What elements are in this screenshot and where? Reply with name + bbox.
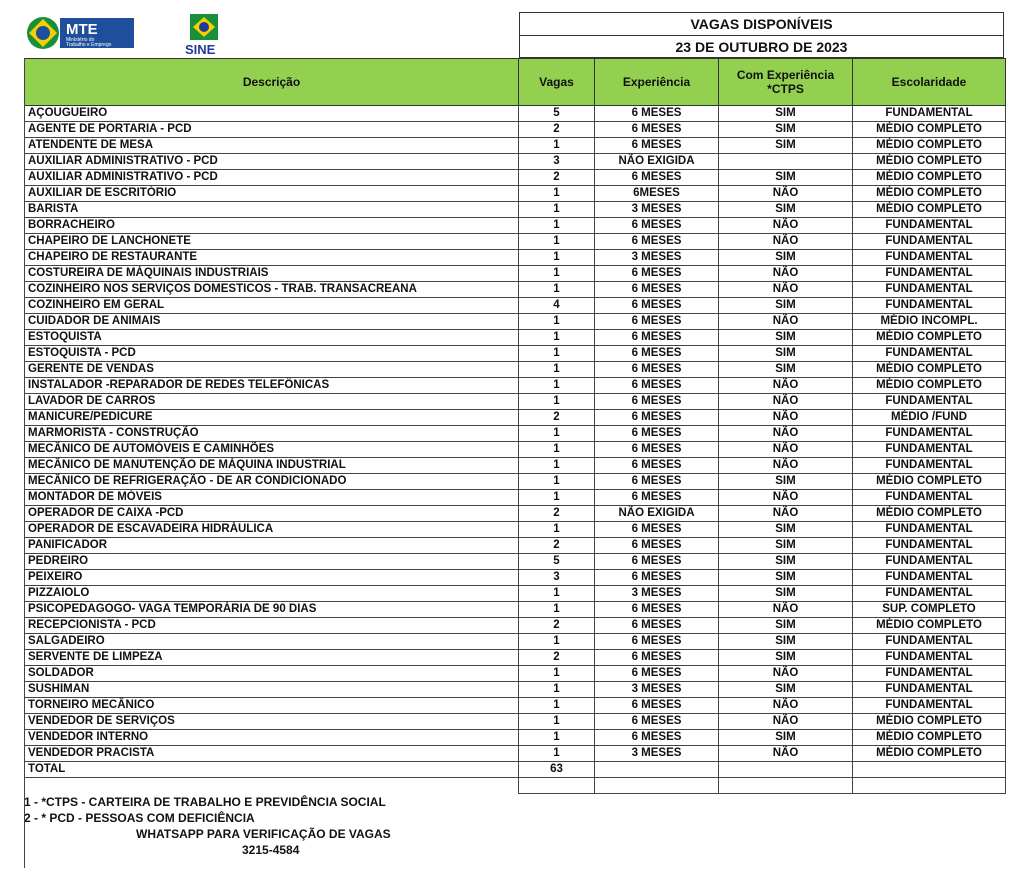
- cell-descricao: PIZZAIOLO: [25, 586, 519, 602]
- cell-descricao: COZINHEIRO NOS SERVIÇOS DOMESTICOS - TRAB. TRANSACREANA: [25, 282, 519, 298]
- vacancies-table: [24, 58, 1006, 794]
- cell-experiencia: 6 MESES: [595, 474, 719, 490]
- table-header-row: [25, 59, 1006, 106]
- cell-vagas: 3: [519, 154, 595, 170]
- cell-ctps: SIM: [719, 106, 853, 122]
- cell-experiencia: 6 MESES: [595, 282, 719, 298]
- cell-ctps: SIM: [719, 570, 853, 586]
- cell-descricao: VENDEDOR DE SERVIÇOS: [25, 714, 519, 730]
- cell-experiencia: NÃO EXIGIDA: [595, 154, 719, 170]
- cell-descricao: GERENTE DE VENDAS: [25, 362, 519, 378]
- cell-vagas: 1: [519, 634, 595, 650]
- cell-ctps: NÃO: [719, 506, 853, 522]
- cell-escolaridade: MÉDIO COMPLETO: [853, 362, 1006, 378]
- page-date: 23 DE OUTUBRO DE 2023: [675, 39, 848, 55]
- cell-experiencia: 6 MESES: [595, 138, 719, 154]
- cell-descricao: PEIXEIRO: [25, 570, 519, 586]
- cell-vagas: 5: [519, 106, 595, 122]
- cell-escolaridade: FUNDAMENTAL: [853, 234, 1006, 250]
- cell-experiencia: 6 MESES: [595, 106, 719, 122]
- blank-cell: [25, 778, 519, 794]
- cell-escolaridade: FUNDAMENTAL: [853, 250, 1006, 266]
- table-row: [25, 682, 1006, 698]
- table-row: [25, 714, 1006, 730]
- cell-descricao: LAVADOR DE CARROS: [25, 394, 519, 410]
- table-row: [25, 410, 1006, 426]
- blank-cell: [519, 778, 595, 794]
- total-empty: [853, 762, 1006, 778]
- cell-escolaridade: FUNDAMENTAL: [853, 554, 1006, 570]
- cell-descricao: COZINHEIRO EM GERAL: [25, 298, 519, 314]
- column-header-vagas: Vagas: [519, 59, 595, 106]
- table-row: [25, 746, 1006, 762]
- cell-experiencia: 6 MESES: [595, 378, 719, 394]
- table-row: [25, 650, 1006, 666]
- table-row: [25, 538, 1006, 554]
- cell-descricao: MECÂNICO DE AUTOMÓVEIS E CAMINHÕES: [25, 442, 519, 458]
- cell-experiencia: 6 MESES: [595, 346, 719, 362]
- cell-escolaridade: MÉDIO COMPLETO: [853, 746, 1006, 762]
- cell-ctps: NÃO: [719, 234, 853, 250]
- cell-experiencia: 6 MESES: [595, 314, 719, 330]
- cell-ctps: SIM: [719, 522, 853, 538]
- cell-ctps: SIM: [719, 618, 853, 634]
- cell-ctps: SIM: [719, 298, 853, 314]
- cell-vagas: 2: [519, 650, 595, 666]
- cell-ctps: SIM: [719, 202, 853, 218]
- cell-experiencia: 6 MESES: [595, 218, 719, 234]
- cell-escolaridade: FUNDAMENTAL: [853, 634, 1006, 650]
- page-title: VAGAS DISPONÍVEIS: [520, 13, 1003, 36]
- cell-experiencia: 6 MESES: [595, 298, 719, 314]
- table-row: [25, 458, 1006, 474]
- cell-experiencia: 6 MESES: [595, 554, 719, 570]
- cell-vagas: 1: [519, 394, 595, 410]
- table-row: [25, 298, 1006, 314]
- cell-escolaridade: MÉDIO /FUND: [853, 410, 1006, 426]
- cell-escolaridade: FUNDAMENTAL: [853, 522, 1006, 538]
- cell-ctps: NÃO: [719, 186, 853, 202]
- table-row: [25, 586, 1006, 602]
- table-row: [25, 106, 1006, 122]
- cell-descricao: INSTALADOR -REPARADOR DE REDES TELEFÔNICAS: [25, 378, 519, 394]
- cell-experiencia: 3 MESES: [595, 746, 719, 762]
- cell-experiencia: 3 MESES: [595, 202, 719, 218]
- cell-descricao: VENDEDOR PRACISTA: [25, 746, 519, 762]
- cell-vagas: 1: [519, 474, 595, 490]
- cell-vagas: 1: [519, 346, 595, 362]
- cell-escolaridade: MÉDIO COMPLETO: [853, 138, 1006, 154]
- cell-vagas: 2: [519, 506, 595, 522]
- cell-experiencia: 6 MESES: [595, 426, 719, 442]
- cell-descricao: AUXILIAR ADMINISTRATIVO - PCD: [25, 154, 519, 170]
- note-ctps: 1 - *CTPS - CARTEIRA DE TRABALHO E PREVIDÊNCIA SOCIAL: [24, 795, 386, 809]
- cell-escolaridade: FUNDAMENTAL: [853, 346, 1006, 362]
- cell-experiencia: 6 MESES: [595, 442, 719, 458]
- cell-vagas: 1: [519, 378, 595, 394]
- table-row: [25, 666, 1006, 682]
- cell-escolaridade: MÉDIO COMPLETO: [853, 618, 1006, 634]
- cell-ctps: SIM: [719, 554, 853, 570]
- cell-escolaridade: FUNDAMENTAL: [853, 298, 1006, 314]
- table-row: [25, 362, 1006, 378]
- cell-ctps: NÃO: [719, 410, 853, 426]
- cell-vagas: 1: [519, 234, 595, 250]
- cell-ctps: NÃO: [719, 602, 853, 618]
- cell-descricao: BORRACHEIRO: [25, 218, 519, 234]
- cell-experiencia: 6 MESES: [595, 714, 719, 730]
- cell-ctps: NÃO: [719, 698, 853, 714]
- table-row: [25, 314, 1006, 330]
- cell-experiencia: 6 MESES: [595, 618, 719, 634]
- cell-vagas: 1: [519, 522, 595, 538]
- column-header-ctps: Com Experiência *CTPS: [719, 59, 853, 106]
- cell-vagas: 1: [519, 602, 595, 618]
- cell-descricao: AUXILIAR DE ESCRITÓRIO: [25, 186, 519, 202]
- document-sheet: [24, 12, 1005, 857]
- cell-experiencia: 6 MESES: [595, 394, 719, 410]
- cell-experiencia: 3 MESES: [595, 682, 719, 698]
- cell-experiencia: NÃO EXIGIDA: [595, 506, 719, 522]
- cell-ctps: SIM: [719, 250, 853, 266]
- cell-escolaridade: FUNDAMENTAL: [853, 490, 1006, 506]
- cell-experiencia: 6 MESES: [595, 634, 719, 650]
- table-row: [25, 138, 1006, 154]
- table-row: [25, 170, 1006, 186]
- blank-row: [25, 778, 1006, 794]
- header: [24, 12, 1005, 58]
- cell-vagas: 2: [519, 170, 595, 186]
- cell-ctps: NÃO: [719, 714, 853, 730]
- cell-vagas: 1: [519, 218, 595, 234]
- cell-experiencia: 6 MESES: [595, 234, 719, 250]
- cell-ctps: NÃO: [719, 458, 853, 474]
- table-row: [25, 250, 1006, 266]
- cell-descricao: SALGADEIRO: [25, 634, 519, 650]
- table-row: [25, 122, 1006, 138]
- note-phone: 3215-4584: [242, 843, 300, 857]
- cell-ctps: SIM: [719, 122, 853, 138]
- cell-escolaridade: FUNDAMENTAL: [853, 650, 1006, 666]
- total-row: [25, 762, 1006, 778]
- table-row: [25, 570, 1006, 586]
- blank-cell: [719, 778, 853, 794]
- cell-escolaridade: MÉDIO COMPLETO: [853, 122, 1006, 138]
- cell-ctps: NÃO: [719, 442, 853, 458]
- logo-area: [24, 12, 518, 58]
- table-row: [25, 346, 1006, 362]
- cell-experiencia: 3 MESES: [595, 586, 719, 602]
- cell-ctps: NÃO: [719, 490, 853, 506]
- cell-ctps: NÃO: [719, 426, 853, 442]
- cell-ctps: SIM: [719, 650, 853, 666]
- cell-ctps: NÃO: [719, 266, 853, 282]
- cell-vagas: 1: [519, 362, 595, 378]
- cell-vagas: 1: [519, 490, 595, 506]
- cell-escolaridade: FUNDAMENTAL: [853, 586, 1006, 602]
- table-row: [25, 730, 1006, 746]
- cell-ctps: SIM: [719, 586, 853, 602]
- cell-descricao: CHAPEIRO DE RESTAURANTE: [25, 250, 519, 266]
- table-row: [25, 282, 1006, 298]
- svg-text:SINE: SINE: [185, 42, 216, 56]
- cell-ctps: SIM: [719, 330, 853, 346]
- cell-vagas: 1: [519, 442, 595, 458]
- cell-descricao: TORNEIRO MECÂNICO: [25, 698, 519, 714]
- cell-experiencia: 6 MESES: [595, 602, 719, 618]
- cell-descricao: SOLDADOR: [25, 666, 519, 682]
- cell-ctps: [719, 154, 853, 170]
- table-row: [25, 154, 1006, 170]
- cell-escolaridade: FUNDAMENTAL: [853, 442, 1006, 458]
- cell-descricao: OPERADOR DE CAIXA -PCD: [25, 506, 519, 522]
- cell-escolaridade: MÉDIO INCOMPL.: [853, 314, 1006, 330]
- cell-descricao: CHAPEIRO DE LANCHONETE: [25, 234, 519, 250]
- note-whatsapp: WHATSAPP PARA VERIFICAÇÃO DE VAGAS: [136, 827, 391, 841]
- svg-text:MTE: MTE: [66, 21, 98, 38]
- table-row: [25, 330, 1006, 346]
- cell-vagas: 1: [519, 730, 595, 746]
- cell-escolaridade: FUNDAMENTAL: [853, 426, 1006, 442]
- cell-experiencia: 6 MESES: [595, 458, 719, 474]
- cell-ctps: SIM: [719, 362, 853, 378]
- cell-descricao: SERVENTE DE LIMPEZA: [25, 650, 519, 666]
- cell-escolaridade: SUP. COMPLETO: [853, 602, 1006, 618]
- cell-experiencia: 6 MESES: [595, 362, 719, 378]
- total-label: TOTAL: [25, 762, 519, 778]
- cell-ctps: SIM: [719, 474, 853, 490]
- cell-vagas: 1: [519, 682, 595, 698]
- cell-escolaridade: MÉDIO COMPLETO: [853, 202, 1006, 218]
- cell-vagas: 1: [519, 666, 595, 682]
- cell-experiencia: 6 MESES: [595, 730, 719, 746]
- cell-escolaridade: MÉDIO COMPLETO: [853, 186, 1006, 202]
- total-empty: [595, 762, 719, 778]
- table-row: [25, 554, 1006, 570]
- table-row: [25, 426, 1006, 442]
- cell-ctps: NÃO: [719, 282, 853, 298]
- cell-descricao: MONTADOR DE MÓVEIS: [25, 490, 519, 506]
- cell-descricao: CUIDADOR DE ANIMAIS: [25, 314, 519, 330]
- cell-escolaridade: FUNDAMENTAL: [853, 106, 1006, 122]
- table-row: [25, 266, 1006, 282]
- cell-descricao: PEDREIRO: [25, 554, 519, 570]
- cell-vagas: 4: [519, 298, 595, 314]
- cell-descricao: ESTOQUISTA - PCD: [25, 346, 519, 362]
- cell-descricao: AUXILIAR ADMINISTRATIVO - PCD: [25, 170, 519, 186]
- left-border-line: [24, 58, 25, 868]
- cell-vagas: 2: [519, 410, 595, 426]
- cell-ctps: SIM: [719, 634, 853, 650]
- cell-experiencia: 6 MESES: [595, 330, 719, 346]
- svg-text:Trabalho e Emprego: Trabalho e Emprego: [66, 42, 112, 48]
- cell-vagas: 1: [519, 186, 595, 202]
- cell-experiencia: 6 MESES: [595, 650, 719, 666]
- cell-escolaridade: FUNDAMENTAL: [853, 538, 1006, 554]
- cell-experiencia: 6 MESES: [595, 666, 719, 682]
- cell-ctps: NÃO: [719, 666, 853, 682]
- cell-vagas: 1: [519, 714, 595, 730]
- cell-vagas: 1: [519, 282, 595, 298]
- cell-vagas: 1: [519, 202, 595, 218]
- blank-cell: [595, 778, 719, 794]
- table-row: [25, 698, 1006, 714]
- cell-vagas: 1: [519, 586, 595, 602]
- total-value: 63: [519, 762, 595, 778]
- cell-escolaridade: MÉDIO COMPLETO: [853, 378, 1006, 394]
- cell-escolaridade: FUNDAMENTAL: [853, 570, 1006, 586]
- cell-escolaridade: FUNDAMENTAL: [853, 666, 1006, 682]
- cell-vagas: 1: [519, 426, 595, 442]
- cell-escolaridade: MÉDIO COMPLETO: [853, 506, 1006, 522]
- cell-descricao: PANIFICADOR: [25, 538, 519, 554]
- cell-ctps: NÃO: [719, 394, 853, 410]
- cell-vagas: 1: [519, 698, 595, 714]
- cell-descricao: PSICOPEDAGOGO- VAGA TEMPORÁRIA DE 90 DIAS: [25, 602, 519, 618]
- table-row: [25, 618, 1006, 634]
- cell-vagas: 1: [519, 314, 595, 330]
- cell-escolaridade: FUNDAMENTAL: [853, 458, 1006, 474]
- cell-experiencia: 6 MESES: [595, 522, 719, 538]
- cell-experiencia: 6 MESES: [595, 170, 719, 186]
- cell-descricao: AÇOUGUEIRO: [25, 106, 519, 122]
- cell-experiencia: 6 MESES: [595, 570, 719, 586]
- cell-ctps: NÃO: [719, 218, 853, 234]
- svg-text:Ministério do: Ministério do: [66, 37, 95, 43]
- sine-logo-icon: [182, 12, 226, 56]
- cell-descricao: BARISTA: [25, 202, 519, 218]
- cell-experiencia: 6MESES: [595, 186, 719, 202]
- mte-logo-icon: [26, 14, 136, 52]
- cell-escolaridade: MÉDIO COMPLETO: [853, 170, 1006, 186]
- cell-descricao: MANICURE/PEDICURE: [25, 410, 519, 426]
- table-row: [25, 602, 1006, 618]
- note-pcd: 2 - * PCD - PESSOAS COM DEFICIÊNCIA: [24, 811, 255, 825]
- cell-ctps: SIM: [719, 730, 853, 746]
- table-row: [25, 442, 1006, 458]
- cell-vagas: 1: [519, 458, 595, 474]
- cell-descricao: SUSHIMAN: [25, 682, 519, 698]
- cell-vagas: 1: [519, 330, 595, 346]
- cell-experiencia: 3 MESES: [595, 250, 719, 266]
- cell-experiencia: 6 MESES: [595, 538, 719, 554]
- cell-descricao: VENDEDOR INTERNO: [25, 730, 519, 746]
- cell-vagas: 1: [519, 266, 595, 282]
- cell-descricao: MECÂNICO DE REFRIGERAÇÃO - DE AR CONDICIONADO: [25, 474, 519, 490]
- cell-escolaridade: FUNDAMENTAL: [853, 682, 1006, 698]
- title-box: [519, 12, 1004, 58]
- cell-vagas: 3: [519, 570, 595, 586]
- footer-notes: [24, 794, 518, 858]
- table-row: [25, 186, 1006, 202]
- cell-escolaridade: FUNDAMENTAL: [853, 218, 1006, 234]
- cell-escolaridade: FUNDAMENTAL: [853, 698, 1006, 714]
- cell-escolaridade: FUNDAMENTAL: [853, 394, 1006, 410]
- cell-vagas: 1: [519, 746, 595, 762]
- table-row: [25, 522, 1006, 538]
- table-row: [25, 218, 1006, 234]
- table-row: [25, 634, 1006, 650]
- cell-descricao: ESTOQUISTA: [25, 330, 519, 346]
- cell-descricao: MECÂNICO DE MANUTENÇÃO DE MÁQUINA INDUSTRIAL: [25, 458, 519, 474]
- cell-ctps: SIM: [719, 170, 853, 186]
- cell-escolaridade: FUNDAMENTAL: [853, 266, 1006, 282]
- cell-descricao: MARMORISTA - CONSTRUÇÃO: [25, 426, 519, 442]
- cell-descricao: RECEPCIONISTA - PCD: [25, 618, 519, 634]
- cell-vagas: 2: [519, 122, 595, 138]
- cell-escolaridade: MÉDIO COMPLETO: [853, 330, 1006, 346]
- table-row: [25, 506, 1006, 522]
- cell-escolaridade: FUNDAMENTAL: [853, 282, 1006, 298]
- table-row: [25, 234, 1006, 250]
- table-row: [25, 490, 1006, 506]
- total-empty: [719, 762, 853, 778]
- table-row: [25, 202, 1006, 218]
- table-body: [25, 106, 1006, 794]
- cell-escolaridade: MÉDIO COMPLETO: [853, 714, 1006, 730]
- column-header-descricao: Descrição: [25, 59, 519, 106]
- cell-escolaridade: MÉDIO COMPLETO: [853, 730, 1006, 746]
- column-header-escolaridade: Escolaridade: [853, 59, 1006, 106]
- cell-ctps: SIM: [719, 346, 853, 362]
- cell-descricao: AGENTE DE PORTARIA - PCD: [25, 122, 519, 138]
- cell-ctps: SIM: [719, 682, 853, 698]
- table-row: [25, 394, 1006, 410]
- cell-descricao: OPERADOR DE ESCAVADEIRA HIDRÁULICA: [25, 522, 519, 538]
- cell-descricao: ATENDENTE DE MESA: [25, 138, 519, 154]
- cell-escolaridade: MÉDIO COMPLETO: [853, 154, 1006, 170]
- cell-ctps: NÃO: [719, 746, 853, 762]
- cell-descricao: COSTUREIRA DE MÁQUINAIS INDUSTRIAIS: [25, 266, 519, 282]
- column-header-experiencia: Experiência: [595, 59, 719, 106]
- cell-vagas: 2: [519, 618, 595, 634]
- cell-ctps: NÃO: [719, 378, 853, 394]
- cell-experiencia: 6 MESES: [595, 122, 719, 138]
- cell-experiencia: 6 MESES: [595, 266, 719, 282]
- cell-vagas: 1: [519, 250, 595, 266]
- cell-ctps: SIM: [719, 138, 853, 154]
- cell-experiencia: 6 MESES: [595, 490, 719, 506]
- cell-experiencia: 6 MESES: [595, 410, 719, 426]
- cell-ctps: SIM: [719, 538, 853, 554]
- table-row: [25, 474, 1006, 490]
- table-row: [25, 378, 1006, 394]
- cell-ctps: NÃO: [719, 314, 853, 330]
- cell-vagas: 1: [519, 138, 595, 154]
- cell-escolaridade: MÉDIO COMPLETO: [853, 474, 1006, 490]
- cell-vagas: 5: [519, 554, 595, 570]
- cell-experiencia: 6 MESES: [595, 698, 719, 714]
- blank-cell: [853, 778, 1006, 794]
- cell-vagas: 2: [519, 538, 595, 554]
